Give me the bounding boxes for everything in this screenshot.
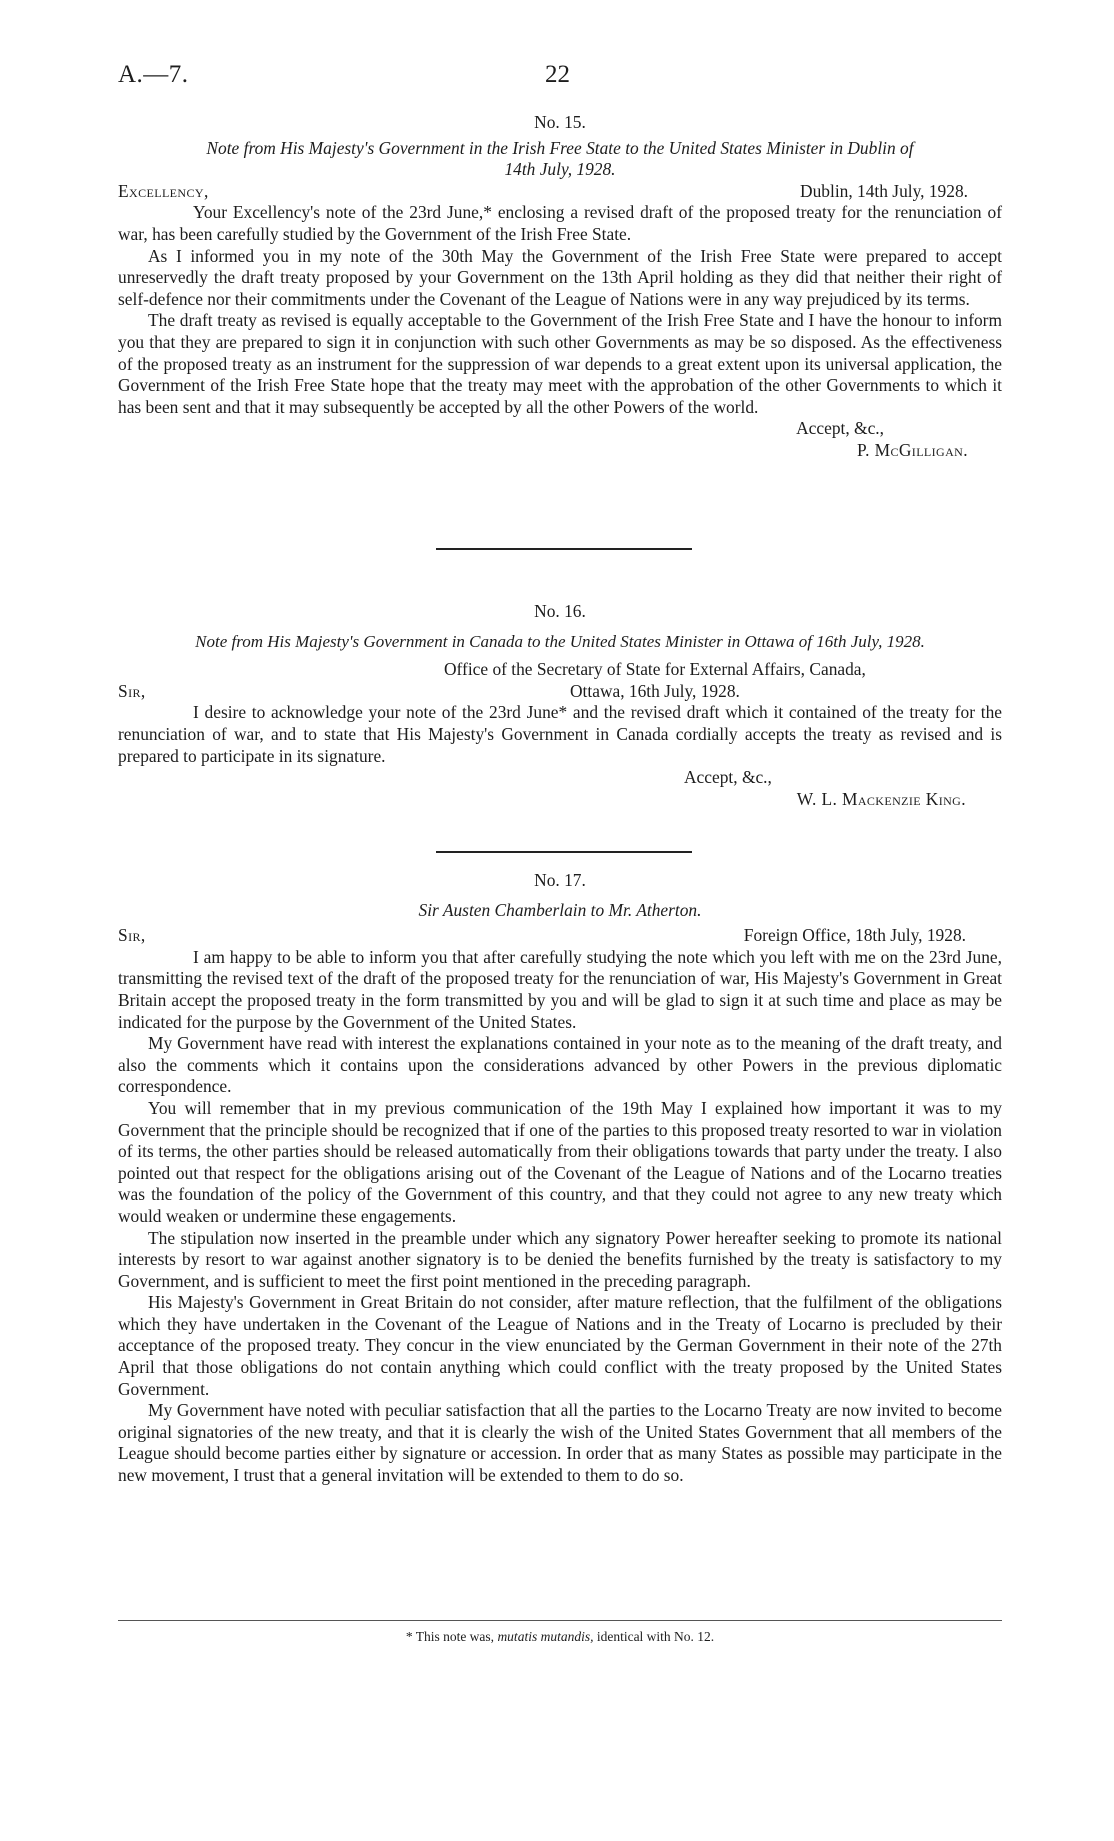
- letter-number: No. 16.: [534, 601, 586, 621]
- signature: P. McGilligan.: [856, 439, 968, 460]
- footnote-suffix: identical with No. 12.: [596, 1629, 715, 1644]
- place-date: Dublin, 14th July, 1928.: [800, 180, 968, 201]
- paragraph: I am happy to be able to inform you that after carefully studying the note which you left with me on the 23rd June, transmitting the revised text of the draft of the proposed treaty for the renunciation of war, His Majesty's Government in Great Britain accept the proposed treaty in the form transmitted by you and will be glad to sign it at such time and place as may be indicated for the purpose by the Government of the United States.: [118, 946, 1002, 1032]
- paragraph: As I informed you in my note of the 30th May the Government of the Irish Free State were prepared to accept unreservedly the draft treaty proposed by your Government on the 13th April holding as they did that neither their right of self-defence nor their commitments under the Covenant of the League of Nations were in any way prejudiced by its terms.: [118, 245, 1002, 309]
- footnote: [118, 1626, 1002, 1648]
- paragraph: My Government have read with interest the explanations contained in your note as to the meaning of the draft treaty, and also the comments which it contains upon the considerations advanced by other Powers in the previous diplomatic correspondence.: [118, 1033, 1002, 1097]
- footnote-italic: mutatis mutandis,: [497, 1629, 594, 1644]
- letter-number: No. 15.: [534, 112, 586, 132]
- paragraph: The draft treaty as revised is equally acceptable to the Government of the Irish Free State and I have the honour to inform you that they are prepared to sign it in conjunction with such other Governments as may be so disposed. As the effectiveness of the proposed treaty as an instrument for the suppression of war depends to a great extent upon its universal application, the Government of the Irish Free State hope that the treaty may meet with the approbation of the other Governments to which it has been sent and that it may subsequently be accepted by all the other Powers of the world.: [118, 310, 1002, 417]
- letter-no16: [118, 601, 1002, 810]
- salutation: Sir,: [118, 925, 146, 946]
- office-line: Office of the Secretary of State for External Affairs, Canada,: [444, 659, 866, 680]
- salutation-row: [118, 181, 1002, 203]
- letter-title: Note from His Majesty's Government in Canada to the United States Minister in Ottawa of 16th July, 1928.: [195, 631, 925, 651]
- footnote-prefix: * This note was,: [405, 1629, 495, 1644]
- section-divider: [436, 548, 692, 550]
- closing: Accept, &c.,: [684, 767, 772, 788]
- section-divider: [436, 851, 692, 853]
- paragraph: My Government have noted with peculiar satisfaction that all the parties to the Locarno Treaty are now invited to become original signatories of the new treaty, and that it is clearly the wish of the United States Government that all members of the League should become parties either by signature or accession. In order that as many States as possible may participate in the new movement, I trust that a general invitation will be extended to them to do so.: [118, 1400, 1002, 1486]
- page-number: 22: [545, 61, 570, 88]
- document-reference: A.—7.: [118, 61, 189, 88]
- place-date: Ottawa, 16th July, 1928.: [570, 680, 740, 701]
- paragraph: I desire to acknowledge your note of the 23rd June* and the revised draft which it contained of the treaty for the renunciation of war, and to state that His Majesty's Government in Canada cordially accepts the treaty as revised and is prepared to participate in its signature.: [118, 702, 1002, 766]
- salutation-row: [118, 681, 1002, 703]
- paragraph: You will remember that in my previous communication of the 19th May I explained how important it was to my Government that the principle should be recognized that if one of the parties to this proposed treaty resorted to war in violation of its terms, the other parties should be released automatically from their obligations towards that party under the treaty. I also pointed out that respect for the obligations arising out of the Covenant of the League of Nations and of the Locarno treaties was the foundation of the policy of the Government of this country, and that they could not agree to any new treaty which would weaken or undermine these engagements.: [118, 1097, 1002, 1226]
- letter-no15: [118, 112, 1002, 462]
- paragraph: His Majesty's Government in Great Britain do not consider, after mature reflection, that the fulfilment of the obligations which they have undertaken in the Covenant of the League of Nations and in the Treaty of Locarno is precluded by their acceptance of the proposed treaty. They concur in the view enunciated by the German Government in their note of the 27th April that those obligations do not contain anything which could conflict with the treaty proposed by the United States Government.: [118, 1292, 1002, 1399]
- place-date: Foreign Office, 18th July, 1928.: [743, 925, 966, 946]
- letter-title: Sir Austen Chamberlain to Mr. Atherton.: [418, 899, 702, 920]
- paragraph: The stipulation now inserted in the preamble under which any signatory Power hereafter seeking to promote its national interests by resort to war against another signatory is to be denied the benefits furnished by the treaty is satisfactory to my Government, and is sufficient to meet the first point mentioned in the preceding paragraph.: [118, 1227, 1002, 1291]
- signature: W. L. Mackenzie King.: [796, 788, 966, 809]
- salutation: Excellency,: [118, 180, 209, 201]
- title-line: Note from His Majesty's Government in the Irish Free State to the United States Minister in Dublin of: [206, 137, 914, 158]
- letter-no17: [118, 870, 1002, 1487]
- letter-title: [118, 138, 1002, 181]
- title-line: 14th July, 1928.: [504, 159, 616, 180]
- salutation: Sir,: [118, 680, 146, 701]
- paragraph: Your Excellency's note of the 23rd June,* enclosing a revised draft of the proposed treaty for the renunciation of war, has been carefully studied by the Government of the Irish Free State.: [118, 202, 1002, 244]
- letter-number: No. 17.: [534, 870, 586, 890]
- footnote-rule: [118, 1620, 1002, 1621]
- closing: Accept, &c.,: [796, 418, 884, 439]
- salutation-row: [118, 925, 1002, 947]
